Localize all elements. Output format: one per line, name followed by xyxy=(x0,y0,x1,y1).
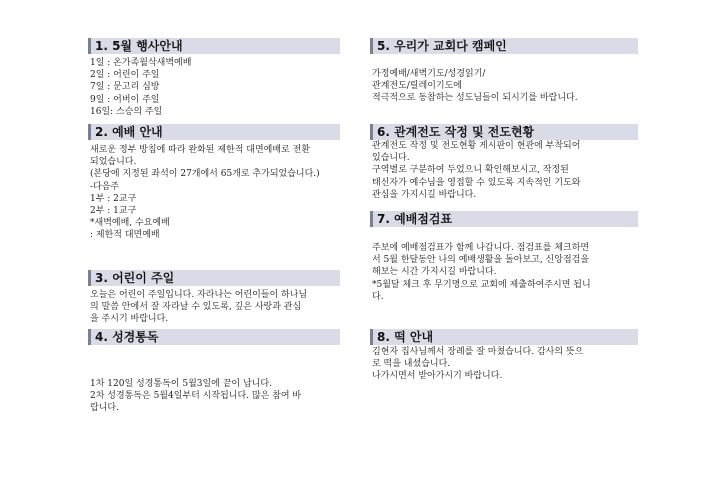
evangelism-line: 관계전도 작정 및 전도현황 게시판이 현관에 부착되어 xyxy=(372,141,581,151)
section-1-heading: 1. 5월 행사안내 xyxy=(88,38,340,54)
children-line: 의 말씀 안에서 잘 자라날 수 있도록, 깊은 사랑과 관심 xyxy=(90,302,302,313)
worship-line: *새벽예배, 수요예배 xyxy=(90,218,170,229)
section-3-heading: 3. 어린이 주일 xyxy=(88,270,340,286)
campaign-line: 가정예배/새벽기도/성경읽기/ xyxy=(372,69,486,79)
section-2-body xyxy=(90,144,342,242)
campaign-line: 관계전도/릴레이기도에 xyxy=(372,81,462,92)
section-7-heading: 7. 예배점검표 xyxy=(370,211,638,227)
checklist-line: 다. xyxy=(372,291,384,302)
event-line: 1일 : 온가족월삭새벽예배 xyxy=(90,58,192,68)
event-line: 16일: 스승의 주일 xyxy=(90,106,163,117)
worship-line: 1부 : 2교구 xyxy=(90,193,137,204)
worship-line: 새로운 정부 방침에 따라 완화된 제한적 대면예배로 전환 xyxy=(90,145,310,155)
worship-line: 되었습니다. xyxy=(90,157,137,168)
checklist-line: 서 5월 한달동안 나의 예배생활을 돌아보고, 신앙점검을 xyxy=(372,255,590,266)
rice-cake-line: 나가시면서 받아가시기 바랍니다. xyxy=(372,371,503,382)
evangelism-line: 태신자가 예수님을 영접할 수 있도록 지속적인 기도와 xyxy=(372,177,581,188)
checklist-line: *5월달 체크 후 무기명으로 교회에 제출하여주시면 됩니 xyxy=(372,279,591,290)
checklist-line: 주보에 예배점검표가 함께 나갑니다. 점검표를 체크하면 xyxy=(372,243,590,253)
section-3-body xyxy=(90,289,342,326)
worship-line: (본당에 지정된 좌석이 27개에서 65개로 추가되었습니다.) xyxy=(90,169,320,180)
section-8-heading: 8. 떡 안내 xyxy=(370,329,638,345)
section-7-body xyxy=(372,242,638,303)
event-line: 7일 : 문고리 심방 xyxy=(90,82,160,93)
children-line: 오늘은 어린이 주일입니다. 자라나는 어린이들이 하나님 xyxy=(90,290,308,300)
event-line: 9일 : 어버이 주일 xyxy=(90,94,160,105)
campaign-line: 적극적으로 동참하는 성도님들이 되시기를 바랍니다. xyxy=(372,93,578,104)
evangelism-line: 관심을 가지시길 바랍니다. xyxy=(372,189,477,200)
section-1-body xyxy=(90,57,340,118)
bible-reading-line: 2차 성경통독은 5월4일부터 시작됩니다. 많은 참여 바 xyxy=(90,391,302,402)
section-4-heading: 4. 성경통독 xyxy=(88,329,340,345)
evangelism-line: 있습니다. xyxy=(372,153,410,164)
event-line: 2일 : 어린이 주일 xyxy=(90,70,160,81)
section-4-body xyxy=(90,378,342,415)
bible-reading-line: 1차 120일 성경통독이 5월3일에 끝이 납니다. xyxy=(90,379,272,389)
section-6-body xyxy=(372,140,638,201)
evangelism-line: 구역별로 구분하여 두었으니 확인해보시고, 작정된 xyxy=(372,165,569,176)
checklist-line: 해보는 시간 가지시길 바랍니다. xyxy=(372,267,497,278)
worship-line: -다음주 xyxy=(90,181,120,192)
section-6-heading: 6. 관계전도 작정 및 전도현황 xyxy=(370,124,638,140)
rice-cake-line: 김현자 집사님께서 장례를 잘 마쳤습니다. 감사의 뜻으 xyxy=(372,347,584,357)
worship-line: : 제한적 대면예배 xyxy=(90,230,160,241)
section-8-body xyxy=(372,346,638,383)
children-line: 을 주시기 바랍니다. xyxy=(90,314,169,325)
section-5-body xyxy=(372,68,638,105)
section-5-heading: 5. 우리가 교회다 캠페인 xyxy=(370,38,638,54)
section-2-heading: 2. 예배 안내 xyxy=(88,124,340,140)
rice-cake-line: 로 떡을 내셨습니다. xyxy=(372,359,451,370)
worship-line: 2부 : 1교구 xyxy=(90,206,137,217)
bible-reading-line: 랍니다. xyxy=(90,403,119,414)
